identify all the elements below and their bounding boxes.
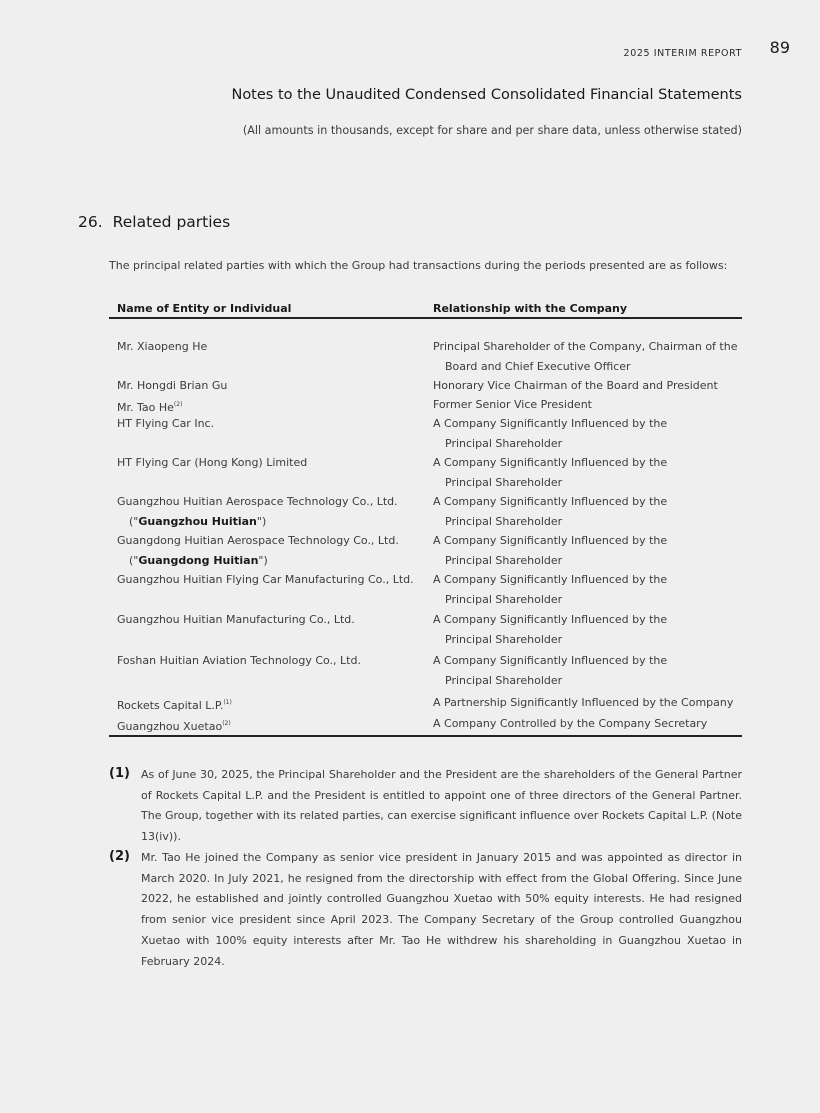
footnote-text: Mr. Tao He joined the Company as senior vice president in January 2015 and was appointed as director in March 2020. In July 2021, he resigned from the directorship with effect from the Global Offering. Since June 2022, he established and jointly controlled Guangzhou Xuetao with 50% equity interests. He had resigned from senior vice president since April 2023. The Company Secretary of the Group controlled Guangzhou Xuetao with 100% equity interests after Mr. Tao He withdrew his shareholding in Guangzhou Xuetao in February 2024.: [141, 851, 742, 968]
table-cell-relationship: A Company Significantly Influenced by the Principal Shareholder: [433, 654, 668, 687]
table-header-relationship: Relationship with the Company: [433, 302, 628, 315]
table-cell-name: Rockets Capital L.P.$^{(1)}$: [117, 699, 232, 712]
page-number: 89: [769, 38, 790, 57]
amounts-note: (All amounts in thousands, except for share and per share data, unless otherwise stated): [242, 124, 742, 137]
table-cell-name: Guangzhou Huitian Manufacturing Co., Ltd.: [117, 613, 355, 626]
section-number: 26.: [78, 213, 103, 231]
table-cell-relationship: A Company Significantly Influenced by the Principal Shareholder: [433, 417, 668, 450]
section-title: Related parties: [112, 213, 231, 231]
table-cell-name: HT Flying Car Inc.: [117, 417, 215, 430]
table-header-rule: [109, 317, 742, 319]
table-cell-name: Guangzhou Huitian Aerospace Technology Co., Ltd. ("Guangzhou Huitian"): [117, 495, 398, 528]
table-cell-relationship: A Company Significantly Influenced by the Principal Shareholder: [433, 534, 668, 567]
table-cell-name: Mr. Tao He$^{(2)}$: [117, 401, 183, 414]
footnote-text: As of June 30, 2025, the Principal Shareholder and the President are the shareholders of the General Partner of Rockets Capital L.P. and the President is entitled to appoint one of three directors of the General Partner. The Group, together with its related parties, can exercise significant influence over Rockets Capital L.P. (Note 13(iv)).: [141, 768, 742, 844]
section-intro: The principal related parties with which the Group had transactions during the periods presented are as follows:: [109, 259, 728, 272]
table-cell-relationship: A Company Significantly Influenced by the Principal Shareholder: [433, 495, 668, 528]
table-cell-name: Mr. Hongdi Brian Gu: [117, 379, 228, 392]
table-cell-relationship: A Partnership Significantly Influenced by the Company: [433, 696, 734, 709]
footnote-marker: (1): [109, 766, 130, 781]
table-cell-relationship: Honorary Vice Chairman of the Board and President: [433, 379, 718, 392]
table-cell-relationship: Former Senior Vice President: [433, 398, 592, 411]
table-header-name: Name of Entity or Individual: [117, 302, 292, 315]
table-cell-relationship: A Company Significantly Influenced by the Principal Shareholder: [433, 613, 668, 646]
table-cell-name: Guangzhou Huitian Flying Car Manufacturing Co., Ltd.: [117, 573, 414, 586]
footnote-marker: (2): [109, 849, 130, 864]
table-cell-relationship: A Company Significantly Influenced by the Principal Shareholder: [433, 573, 668, 606]
table-cell-name: HT Flying Car (Hong Kong) Limited: [117, 456, 308, 469]
table-cell-relationship: A Company Controlled by the Company Secretary: [433, 717, 708, 730]
table-cell-relationship: Principal Shareholder of the Company, Chairman of the Board and Chief Executive Officer: [433, 340, 738, 373]
table-cell-relationship: A Company Significantly Influenced by the Principal Shareholder: [433, 456, 668, 489]
table-cell-name: Guangzhou Xuetao$^{(2)}$: [117, 720, 231, 733]
section-heading: [78, 213, 230, 231]
table-bottom-rule: [109, 735, 742, 737]
footnote-ref: (2): [222, 720, 231, 727]
page-title: Notes to the Unaudited Condensed Consolidated Financial Statements: [231, 87, 742, 103]
report-label: 2025 INTERIM REPORT: [623, 48, 742, 59]
footnote-ref: (1): [223, 699, 232, 706]
table-cell-name: Mr. Xiaopeng He: [117, 340, 208, 353]
table-cell-name: Guangdong Huitian Aerospace Technology Co., Ltd. ("Guangdong Huitian"): [117, 534, 399, 567]
footnote-ref: (2): [173, 401, 183, 408]
related-parties-table: [109, 298, 742, 737]
table-cell-name: Foshan Huitian Aviation Technology Co., Ltd.: [117, 654, 361, 667]
